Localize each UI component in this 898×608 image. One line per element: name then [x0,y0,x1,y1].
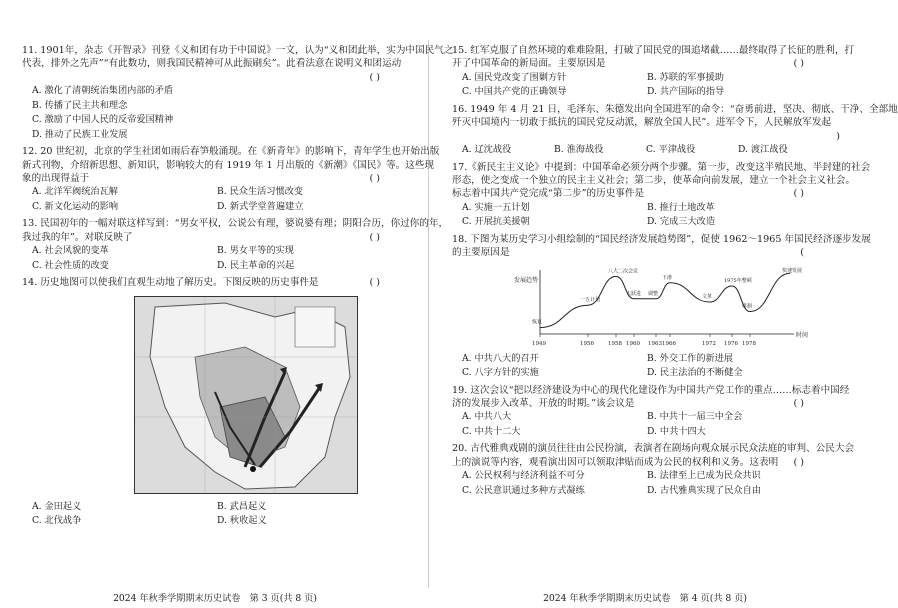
question-text: 15. 红军克服了自然环境的难难险阻，打破了国民党的围追堵截……最终取得了长征的胜利，打 [452,45,855,56]
option-c: C. 新文化运动的影响 [32,200,119,212]
trend-annotation: 八大二次会议 [608,267,639,274]
question-20 [452,442,855,498]
option-b: B. 传播了民主共和理念 [32,99,128,111]
question-19 [452,384,850,440]
option-a: A. 北洋军阀统治瓦解 [32,186,118,198]
question-17 [452,161,871,230]
trend-annotation: 大跃进 [626,290,642,297]
option-b: B. 武昌起义 [217,500,267,512]
option-b: B. 淮海战役 [554,144,604,156]
question-14 [22,276,420,528]
y-axis-label: 发展趋势 [514,276,539,284]
option-d: D. 民主革命的兴起 [217,259,295,271]
trend-annotation: 调整 [648,290,659,297]
option-a: A. 国民党改变了围剿方针 [462,71,567,83]
trend-annotation: 文革 [702,293,713,300]
option-c: C. 公民意识通过多种方式凝练 [462,484,585,496]
answer-bracket: ( ) [369,231,380,243]
question-11 [22,44,454,142]
question-12 [22,145,440,214]
x-tick-label: 1960 [626,340,640,347]
answer-bracket: ( ) [369,173,380,185]
option-a: A. 激化了清朝统治集团内部的矛盾 [32,85,174,97]
question-text: 歼灭中国境内一切敢于抵抗的国民党反动派，解放全国人民”。进军令下，人民解放军发起 [452,117,832,129]
answer-bracket: ( ) [793,188,804,200]
option-c: C. 平津战役 [646,144,696,156]
x-tick-label: 1963 [648,340,662,347]
question-text: 11. 1901年，杂志《开智录》刊登《义和团有功于中国说》一文，认为“义和团此举，实为中国民气之 [22,45,454,56]
option-c: C. 中国共产党的正确领导 [462,86,567,98]
question-text: 18. 下图为某历史学习小组绘制的“国民经济发展趋势图”，促使 1962～1965 年国民经济逐步发展 [452,233,871,245]
option-b: B. 推行土地改革 [647,201,715,213]
option-d: D. 新式学堂普遍建立 [217,200,304,212]
option-c: C. 激励了中国人民的反帝爱国精神 [32,114,174,126]
answer-bracket: ) [836,130,840,142]
question-text: 上的演说等内容，观看演出因可以领取津贴而成为公民的权利和义务。这表明 [452,456,779,468]
page-footer: 2024 年秋季学期期末历史试卷 第 4 页(共 8 页) [543,593,747,604]
question-text: 形态，使之变成一个独立的民主主义社会；第二步，使革命向前发展，建立一个社会主义社会。 [452,174,855,186]
question-text: 14. 历史地图可以使我们直观生动地了解历史。下图反映的历史事件是 [22,277,319,289]
x-tick-label: 1958 [608,340,622,347]
question-text: 13. 民国初年的一幅对联这样写到：“男女平权，公说公有理，婆说婆有理；阴阳合历，你过你的年， [22,218,449,230]
option-c: C. 北伐战争 [32,515,82,527]
trend-annotation: 快速发展 [782,267,803,274]
option-a: A. 实施一五计划 [462,201,530,213]
option-a: A. 中共八大 [462,411,512,423]
option-b: B. 外交工作的新进展 [647,352,734,364]
answer-bracket: ( ) [793,58,804,70]
x-tick-label: 1966 [662,340,676,347]
question-text: 17.《新民主主义论》中提到：中国革命必须分两个步骤。第一步，改变这半殖民地、半封建的社会 [452,161,871,173]
trend-annotation: 徘徊 [742,303,753,310]
trend-annotation: 下滑 [662,274,673,281]
question-text: 16. 1949 年 4 月 21 日，毛泽东、朱德发出向全国进军的命令：“奋勇前进，坚决、彻底、干净、全部地 [452,103,898,115]
x-tick-label: 1972 [702,340,716,347]
option-b: B. 男女平等的实现 [217,245,294,257]
option-d: D. 古代雅典实现了民众自由 [647,484,761,496]
page-footer: 2024 年秋季学期期末历史试卷 第 3 页(共 8 页) [113,593,317,604]
historical-map [134,296,358,494]
answer-bracket: ( ) [369,71,380,83]
option-a: A. 公民权利与经济利益不可分 [462,470,585,482]
option-d: D. 渡江战役 [738,144,788,156]
economy-trend-chart [510,264,812,350]
answer-bracket: ( ) [793,397,804,409]
option-a: A. 社会风貌的变革 [32,245,109,257]
question-16 [452,103,898,158]
x-axis-label: 时间 [796,331,809,339]
answer-bracket: ( [800,247,804,259]
answer-bracket: ( ) [369,277,380,289]
option-c: C. 八字方针的实施 [462,367,539,379]
answer-bracket: ( ) [793,456,804,468]
question-15 [452,44,855,100]
question-text: 标志着中国共产党完成“第二步”的历史事件是 [452,188,645,200]
option-d: D. 共产国际的指导 [647,86,725,98]
right-page [430,0,898,608]
option-d: D. 秋收起义 [217,515,267,527]
option-a: A. 金田起义 [32,500,82,512]
trend-annotation: 1975年整顿 [724,277,752,284]
x-tick-label: 1978 [742,340,756,347]
option-d: D. 中共十四大 [647,425,706,437]
option-c: C. 开展抗美援朝 [462,216,530,228]
x-tick-label: 1949 [532,340,546,347]
option-d: D. 完成三大改造 [647,216,716,228]
trend-svg [510,264,812,350]
x-tick-label: 1976 [724,340,738,347]
trend-annotation: 一五计划 [580,296,601,303]
question-text: 19. 这次会议“把以经济建设为中心的现代化建设作为中国共产党工作的重点……标志着中国经 [452,384,850,396]
option-b: B. 法律至上已成为民众共识 [647,470,761,482]
question-text: 的主要原因是 [452,247,510,259]
map-image [135,297,357,493]
option-c: C. 社会性质的改变 [32,259,109,271]
option-b: B. 民众生活习惯改变 [217,186,304,198]
trend-line [540,273,790,327]
option-a: A. 辽沈战役 [462,144,512,156]
question-text: 代表，排外之先声”“有此数功，则我国民精神可从此振刷矣”。此看法意在说明义和团运动 [22,58,402,70]
question-text: 20. 古代雅典戏剧的演员往往由公民扮演，表演者在剧场向观众展示民众法庭的审判、公民大会 [452,443,855,455]
question-18 [452,233,871,381]
x-tick-label: 1956 [580,340,594,347]
option-c: C. 中共十二大 [462,425,521,437]
trend-annotation: 恢复 [532,319,543,326]
option-d: D. 推动了民族工业发展 [32,128,128,140]
question-13 [22,217,449,273]
question-text: 我过我的年”。对联反映了 [22,231,133,243]
question-text: 新式刊物，介绍新思想、新知识，影响较大的有 1919 年 1 月出版的《新潮》《国民》等。这些现 [22,159,435,171]
question-text: 12. 20 世纪初，北京的学生社团如雨后春笋般涌现。在《新青年》的影响下，青年学生也开始出版 [22,146,440,158]
question-text: 象的出现得益于 [22,173,90,185]
option-d: D. 民主法治的不断健全 [647,367,743,379]
question-text: 开了中国革命的新局面。主要原因是 [452,58,606,70]
option-a: A. 中共八大的召开 [462,352,539,364]
option-b: B. 中共十一届三中全会 [647,411,743,423]
option-b: B. 苏联的军事援助 [647,71,724,83]
question-text: 济的发展步入改革、开放的时期。”该会议是 [452,397,635,409]
